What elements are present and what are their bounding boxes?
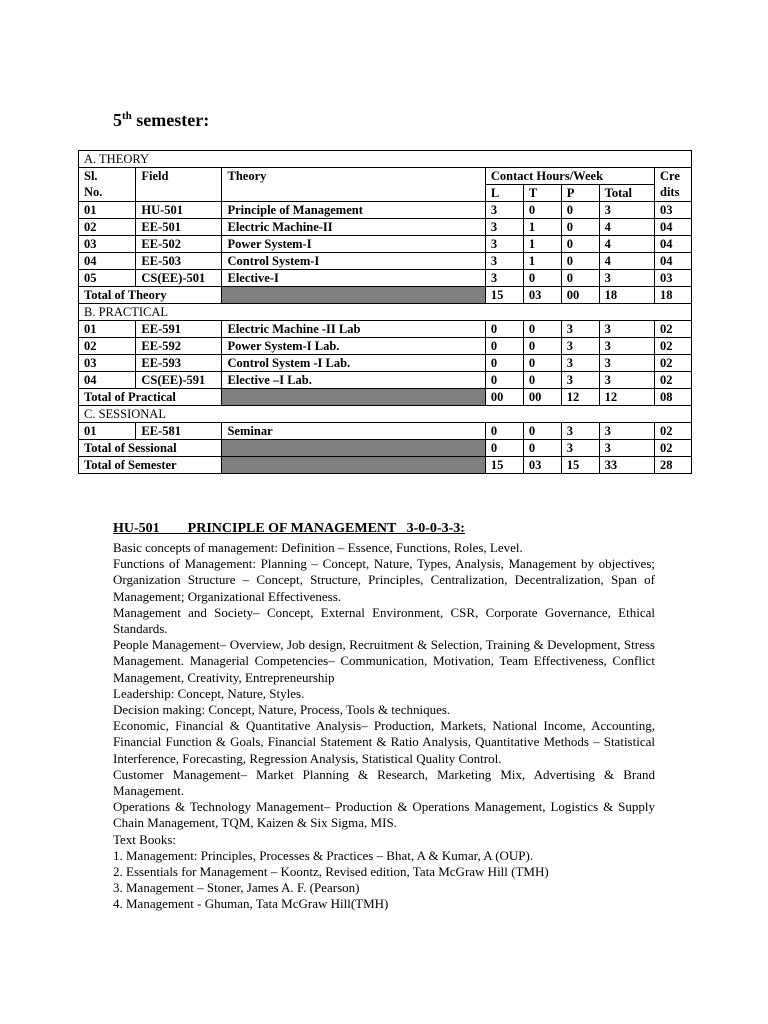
- p-cell: 0: [561, 253, 599, 270]
- table-row: [79, 338, 692, 355]
- shaded-cell: [222, 457, 485, 474]
- syllabus-body: [113, 540, 655, 913]
- table-row: [79, 236, 692, 253]
- field-cell: EE-591: [136, 321, 222, 338]
- col-credits-header: Cre dits: [655, 168, 692, 202]
- t-cell: 00: [523, 389, 561, 406]
- table-row: [79, 202, 692, 219]
- section-header-theory: A. THEORY: [79, 151, 692, 168]
- t-cell: 0: [523, 372, 561, 389]
- t-cell: 0: [523, 202, 561, 219]
- col-t-header: T: [523, 185, 561, 202]
- shaded-cell: [222, 389, 485, 406]
- field-cell: HU-501: [136, 202, 222, 219]
- total-cell: 4: [599, 219, 654, 236]
- total-sessional-row: [79, 440, 692, 457]
- p-cell: 15: [561, 457, 599, 474]
- syllabus-paragraph: Management and Society– Concept, External Environment, CSR, Corporate Governance, Ethical Standards.: [113, 604, 655, 637]
- p-cell: 0: [561, 202, 599, 219]
- credits-cell: 03: [655, 202, 692, 219]
- t-cell: 1: [523, 236, 561, 253]
- t-cell: 03: [523, 457, 561, 474]
- credits-cell: 02: [655, 440, 692, 457]
- l-cell: 3: [485, 219, 523, 236]
- page-title-number: 5: [113, 110, 122, 130]
- total-cell: 3: [599, 372, 654, 389]
- sl-cell: 01: [79, 202, 136, 219]
- l-cell: 00: [485, 389, 523, 406]
- syllabus-paragraph: Customer Management– Market Planning & Research, Marketing Mix, Advertising & Brand Management.: [113, 766, 655, 799]
- syllabus-paragraph: Functions of Management: Planning – Concept, Nature, Types, Analysis, Management by objectives; Organization Structure – Concept, Structure, Principles, Centralization, Decentralization, Span of Management; Organizational Effectiveness.: [113, 556, 655, 604]
- syllabus-paragraph: Basic concepts of management: Definition – Essence, Functions, Roles, Level.: [113, 540, 523, 555]
- subject-cell: Control System -I Lab.: [222, 355, 485, 372]
- credits-cell: 18: [655, 287, 692, 304]
- table-row: [79, 355, 692, 372]
- field-cell: EE-581: [136, 423, 222, 440]
- p-cell: 3: [561, 338, 599, 355]
- t-cell: 0: [523, 321, 561, 338]
- syllabus-paragraph: 3. Management – Stoner, James A. F. (Pearson): [113, 880, 360, 896]
- section-row-theory: [79, 151, 692, 168]
- subject-cell: Elective –I Lab.: [222, 372, 485, 389]
- p-cell: 12: [561, 389, 599, 406]
- subject-cell: Power System-I Lab.: [222, 338, 485, 355]
- credits-cell: 04: [655, 219, 692, 236]
- credits-cell: 02: [655, 372, 692, 389]
- total-label: Total of Sessional: [79, 440, 222, 457]
- credits-cell: 28: [655, 457, 692, 474]
- total-cell: 33: [599, 457, 654, 474]
- section-header-practical: B. PRACTICAL: [79, 304, 692, 321]
- sl-cell: 02: [79, 219, 136, 236]
- syllabus-paragraph: Decision making: Concept, Nature, Process, Tools & techniques.: [113, 702, 451, 718]
- field-cell: CS(EE)-501: [136, 270, 222, 287]
- credits-cell: 03: [655, 270, 692, 287]
- l-cell: 3: [485, 236, 523, 253]
- total-label: Total of Theory: [79, 287, 222, 304]
- l-cell: 0: [485, 338, 523, 355]
- sl-cell: 01: [79, 321, 136, 338]
- section-header-sessional: C. SESSIONAL: [79, 406, 692, 423]
- syllabus-paragraph: People Management– Overview, Job design, Recruitment & Selection, Training & Development, Stress Management. Managerial Competencies– Communication, Motivation, Team Effectiveness, Conflict Management, Creativity, Entrepreneurship: [113, 637, 655, 685]
- total-cell: 3: [599, 321, 654, 338]
- p-cell: 3: [561, 355, 599, 372]
- total-cell: 12: [599, 389, 654, 406]
- t-cell: 1: [523, 253, 561, 270]
- t-cell: 0: [523, 270, 561, 287]
- page-title-superscript: th: [122, 110, 132, 122]
- total-cell: 3: [599, 440, 654, 457]
- t-cell: 03: [523, 287, 561, 304]
- credits-cell: 04: [655, 236, 692, 253]
- t-cell: 0: [523, 338, 561, 355]
- total-label: Total of Semester: [79, 457, 222, 474]
- syllabus-paragraph: Text Books:: [113, 831, 177, 847]
- table-row: [79, 253, 692, 270]
- sl-cell: 01: [79, 423, 136, 440]
- semester-table-body: [79, 151, 692, 474]
- sl-cell: 05: [79, 270, 136, 287]
- l-cell: 0: [485, 321, 523, 338]
- total-theory-row: [79, 287, 692, 304]
- l-cell: 0: [485, 423, 523, 440]
- semester-table: [78, 150, 692, 474]
- col-theory-header: Theory: [222, 168, 485, 202]
- subject-cell: Electric Machine-II: [222, 219, 485, 236]
- l-cell: 0: [485, 355, 523, 372]
- field-cell: EE-502: [136, 236, 222, 253]
- sl-cell: 03: [79, 236, 136, 253]
- table-row: [79, 423, 692, 440]
- sl-cell: 03: [79, 355, 136, 372]
- credits-cell: 02: [655, 423, 692, 440]
- p-cell: 3: [561, 372, 599, 389]
- shaded-cell: [222, 287, 485, 304]
- page-title-text: semester:: [131, 110, 210, 130]
- section-row: [79, 406, 692, 423]
- total-semester-row: [79, 457, 692, 474]
- p-cell: 0: [561, 219, 599, 236]
- field-cell: CS(EE)-591: [136, 372, 222, 389]
- t-cell: 0: [523, 440, 561, 457]
- l-cell: 0: [485, 372, 523, 389]
- table-row: [79, 321, 692, 338]
- t-cell: 0: [523, 355, 561, 372]
- total-cell: 3: [599, 202, 654, 219]
- shaded-cell: [222, 440, 485, 457]
- subject-cell: Elective-I: [222, 270, 485, 287]
- credits-cell: 04: [655, 253, 692, 270]
- total-cell: 3: [599, 270, 654, 287]
- t-cell: 0: [523, 423, 561, 440]
- p-cell: 3: [561, 440, 599, 457]
- p-cell: 3: [561, 321, 599, 338]
- field-cell: EE-501: [136, 219, 222, 236]
- syllabus-paragraph: 4. Management - Ghuman, Tata McGraw Hill(TMH): [113, 896, 389, 912]
- subject-heading: HU-501 PRINCIPLE OF MANAGEMENT 3-0-0-3-3:: [113, 521, 465, 536]
- l-cell: 3: [485, 253, 523, 270]
- subject-cell: Electric Machine -II Lab: [222, 321, 485, 338]
- p-cell: 0: [561, 270, 599, 287]
- syllabus-paragraph: Leadership: Concept, Nature, Styles.: [113, 685, 305, 701]
- total-practical-row: [79, 389, 692, 406]
- field-cell: EE-592: [136, 338, 222, 355]
- field-cell: EE-503: [136, 253, 222, 270]
- syllabus-paragraph: Operations & Technology Management– Production & Operations Management, Logistics & Supply Chain Management, TQM, Kaizen & Six Sigma, MIS.: [113, 799, 655, 831]
- subject-cell: Control System-I: [222, 253, 485, 270]
- l-cell: 15: [485, 457, 523, 474]
- col-l-header: L: [485, 185, 523, 202]
- credits-cell: 08: [655, 389, 692, 406]
- syllabus-paragraph: 1. Management: Principles, Processes & Practices – Bhat, A & Kumar, A (OUP).: [113, 847, 534, 863]
- p-cell: 0: [561, 236, 599, 253]
- table-row: [79, 219, 692, 236]
- col-contact-header: Contact Hours/Week: [485, 168, 654, 185]
- col-field-header: Field: [136, 168, 222, 202]
- total-cell: 3: [599, 423, 654, 440]
- credits-cell: 02: [655, 355, 692, 372]
- total-label: Total of Practical: [79, 389, 222, 406]
- t-cell: 1: [523, 219, 561, 236]
- sl-cell: 04: [79, 372, 136, 389]
- l-cell: 3: [485, 202, 523, 219]
- l-cell: 15: [485, 287, 523, 304]
- syllabus-paragraph: Economic, Financial & Quantitative Analysis– Production, Markets, National Income, Accounting, Financial Function & Goals, Financial Statement & Ratio Analysis, Quantitative Methods – Statistical Interference, Forecasting, Regression Analysis, Statistical Quality Control.: [113, 718, 655, 766]
- table-row: [79, 270, 692, 287]
- field-cell: EE-593: [136, 355, 222, 372]
- l-cell: 3: [485, 270, 523, 287]
- table-row: [79, 372, 692, 389]
- syllabus-paragraph: 2. Essentials for Management – Koontz, Revised edition, Tata McGraw Hill (TMH): [113, 864, 549, 880]
- col-total-header: Total: [599, 185, 654, 202]
- sl-cell: 02: [79, 338, 136, 355]
- col-p-header: P: [561, 185, 599, 202]
- col-sl-header: Sl. No.: [79, 168, 136, 202]
- subject-cell: Seminar: [222, 423, 485, 440]
- subject-cell: Principle of Management: [222, 202, 485, 219]
- total-cell: 4: [599, 253, 654, 270]
- credits-cell: 02: [655, 338, 692, 355]
- total-cell: 4: [599, 236, 654, 253]
- credits-cell: 02: [655, 321, 692, 338]
- p-cell: 3: [561, 423, 599, 440]
- total-cell: 18: [599, 287, 654, 304]
- page-title: [113, 110, 209, 131]
- total-cell: 3: [599, 338, 654, 355]
- p-cell: 00: [561, 287, 599, 304]
- l-cell: 0: [485, 440, 523, 457]
- header-row: [79, 168, 692, 185]
- subject-cell: Power System-I: [222, 236, 485, 253]
- total-cell: 3: [599, 355, 654, 372]
- sl-cell: 04: [79, 253, 136, 270]
- section-row: [79, 304, 692, 321]
